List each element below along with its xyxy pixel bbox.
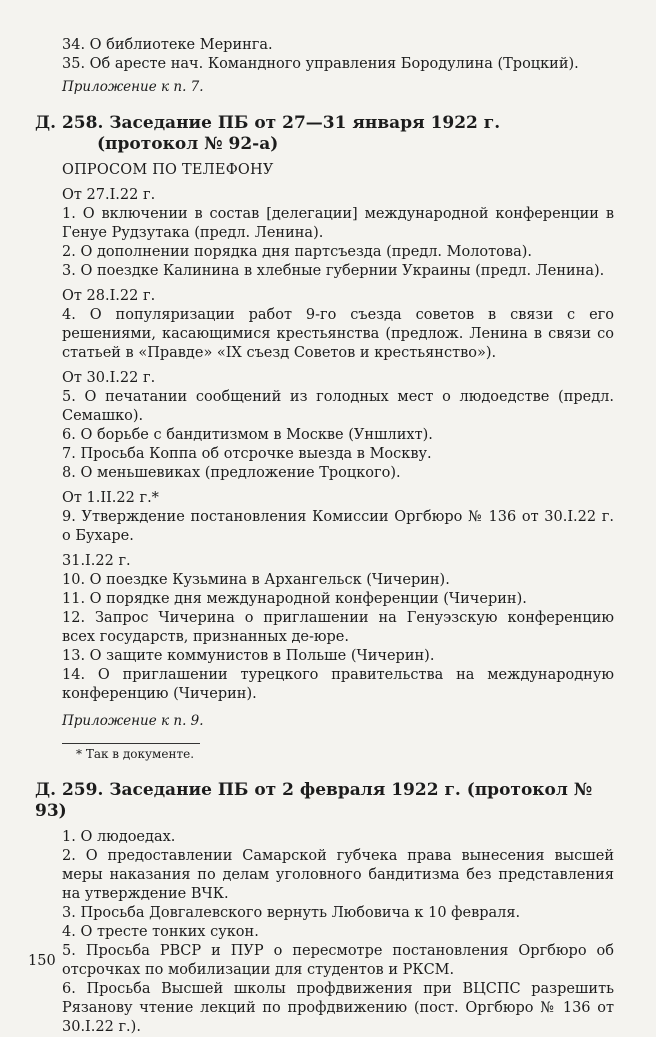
list-item: 11. О порядке дня международной конференции (Чичерин). (62, 591, 527, 607)
document-258-title: Д. 258. Заседание ПБ от 27—31 января 1922 г. (35, 113, 501, 133)
document-259-items (62, 828, 614, 1037)
list-item: 3. Просьба Довгалевского вернуть Любовича к 10 февраля. (62, 905, 521, 921)
list-item: 6. О борьбе с бандитизмом в Москве (Уншлихт). (62, 427, 433, 443)
list-item: 2. О дополнении порядка дня партсъезда (предл. Молотова). (62, 244, 532, 260)
list-item: 6. Просьба Высшей школы профдвижения при ВЦСПС разрешить Рязанову чтение лекций по профдвижению (пост. Оргбюро № 136 от 30.I.22 г.). (62, 981, 614, 1035)
by-phone-heading: ОПРОСОМ ПО ТЕЛЕФОНУ (62, 162, 274, 178)
list-item: 4. О тресте тонких сукон. (62, 924, 259, 940)
document-259-title: Д. 259. Заседание ПБ от 2 февраля 1922 г. (протокол № 93) (35, 780, 593, 821)
date-label: От 27.I.22 г. (62, 187, 156, 203)
list-item: 13. О защите коммунистов в Польше (Чичерин). (62, 648, 435, 664)
document-258-protocol: (протокол № 92-а) (97, 134, 279, 154)
list-item: 7. Просьба Коппа об отсрочке выезда в Москву. (62, 446, 432, 462)
date-label: 31.I.22 г. (62, 553, 131, 569)
list-item: 1. О включении в состав [делегации] международной конференции в Генуе Рудзутака (предл. Ленина). (62, 206, 614, 241)
footnote: * Так в документе. (76, 747, 195, 761)
list-item: 9. Утверждение постановления Комиссии Оргбюро № 136 от 30.I.22 г. о Бухаре. (62, 509, 614, 544)
list-item: 10. О поездке Кузьмина в Архангельск (Чичерин). (62, 572, 450, 588)
list-item: 14. О приглашении турецкого правительства на международную конференцию (Чичерин). (62, 667, 614, 702)
list-item: 4. О популяризации работ 9-го съезда советов в связи с его решениями, касающимися крестьянства (предлож. Ленина в связи со статьей в «Правде» «IX съезд Советов и крестьянство»). (62, 307, 614, 361)
list-item: 12. Запрос Чичерина о приглашении на Генуэзскую конференцию всех государств, признанных де-юре. (62, 610, 614, 645)
list-item: 35. Об аресте нач. Командного управления Бородулина (Троцкий). (62, 56, 579, 72)
document-259-heading (35, 780, 614, 822)
list-item: 8. О меньшевиках (предложение Троцкого). (62, 465, 401, 481)
list-item: 5. О печатании сообщений из голодных мест о людоедстве (предл. Семашко). (62, 389, 614, 424)
list-item: 5. Просьба РВСР и ПУР о пересмотре постановления Оргбюро об отсрочках по мобилизации для студентов и РКСМ. (62, 943, 614, 978)
page-number: 150 (28, 953, 56, 969)
date-label: От 1.II.22 г.* (62, 490, 159, 506)
appendix-note: Приложение к п. 9. (62, 713, 204, 729)
document-258-heading (35, 113, 614, 155)
footnote-divider (62, 743, 200, 744)
date-label: От 30.I.22 г. (62, 370, 156, 386)
list-item: 1. О людоедах. (62, 829, 176, 845)
date-label: От 28.I.22 г. (62, 288, 156, 304)
appendix-note: Приложение к п. 7. (62, 79, 204, 95)
list-item: 34. О библиотеке Меринга. (62, 37, 273, 53)
list-item: 2. О предоставлении Самарской губчека права вынесения высшей меры наказания по делам уголовного бандитизма без представления на утверждение ВЧК. (62, 848, 614, 902)
list-item: 3. О поездке Калинина в хлебные губернии Украины (предл. Ленина). (62, 263, 605, 279)
